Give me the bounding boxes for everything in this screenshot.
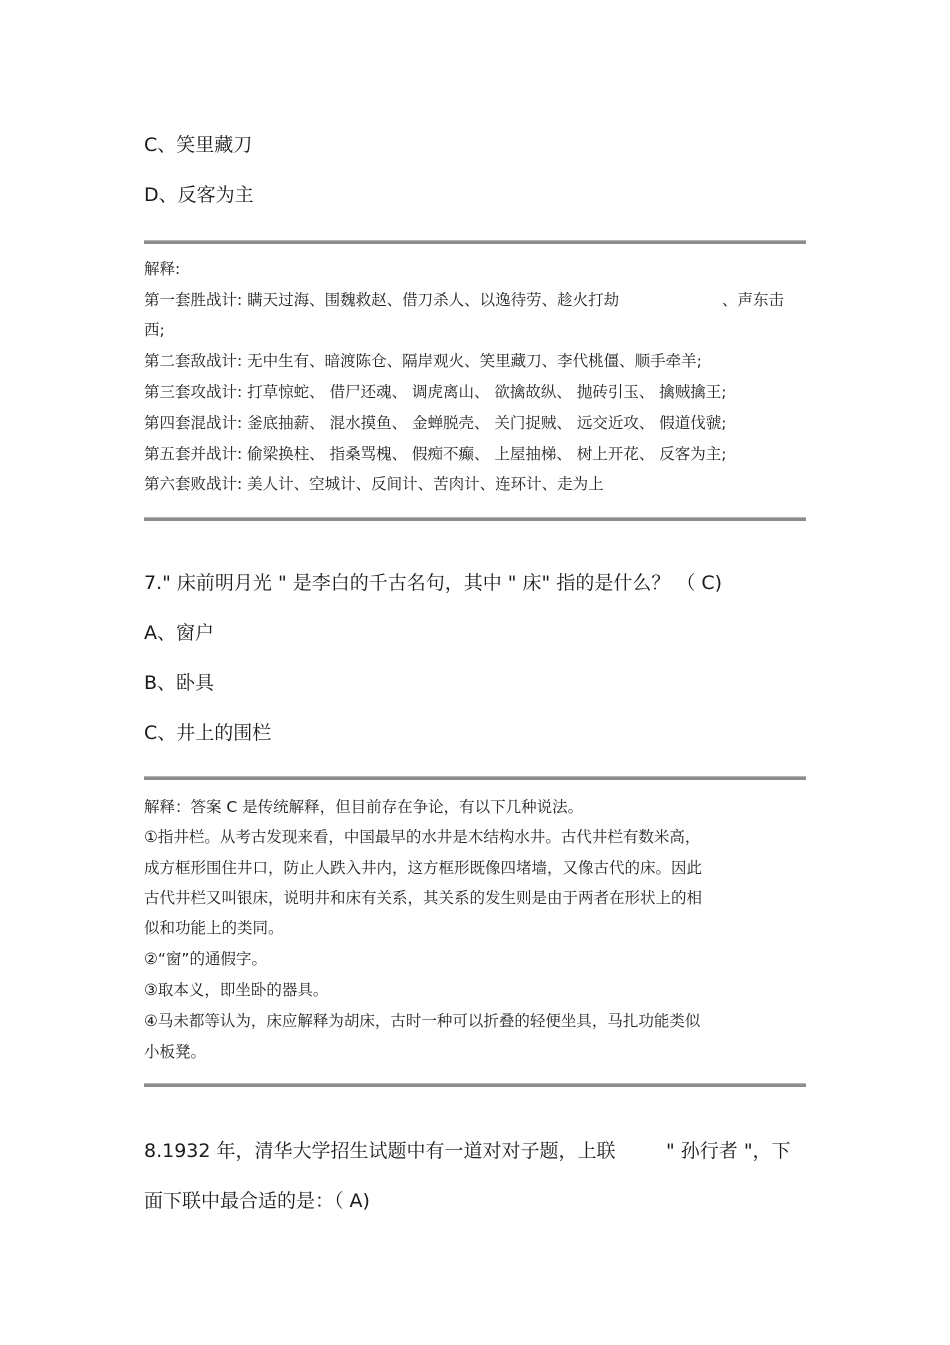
explanation-line: 第四套混战计: 釜底抽薪、 混水摸鱼、 金蝉脱壳、 关门捉贼、 远交近攻、 假道伐虢; <box>144 414 727 432</box>
option-d: D、反客为主 <box>144 184 254 206</box>
explanation-label: 解释: <box>144 260 181 278</box>
explanation-line: 古代井栏又叫银床，说明井和床有关系，其关系的发生则是由于两者在形状上的相 <box>144 889 703 907</box>
question-8-couplet: " 孙行者 "，下 <box>666 1140 791 1162</box>
explanation-line: ②“窗”的通假字。 <box>144 950 267 968</box>
option-c: C、笑里藏刀 <box>144 134 253 156</box>
explanation-line: 、声东击 <box>722 291 785 309</box>
explanation-line: 第二套敌战计: 无中生有、暗渡陈仓、隔岸观火、笑里藏刀、李代桃僵、顺手牵羊; <box>144 352 702 370</box>
question-8: 8.1932 年，清华大学招生试题中有一道对对子题，上联 <box>144 1140 616 1162</box>
question-8-line2: 面下联中最合适的是：（ A) <box>144 1190 370 1212</box>
explanation-line: 解释：答案 C 是传统解释，但目前存在争论，有以下几种说法。 <box>144 798 584 816</box>
explanation-line: ④马未都等认为，床应解释为胡床，古时一种可以折叠的轻便坐具，马扎功能类似 <box>144 1012 701 1030</box>
question-7: 7." 床前明月光 " 是李白的千古名句，其中 " 床" 指的是什么？ （ C) <box>144 572 723 594</box>
explanation-line: 第六套败战计: 美人计、空城计、反间计、苦肉计、连环计、走为上 <box>144 475 604 493</box>
option-a: A、窗户 <box>144 622 214 644</box>
option-b: B、卧具 <box>144 672 215 694</box>
option-c: C、井上的围栏 <box>144 722 272 744</box>
explanation-line: 似和功能上的类同。 <box>144 919 284 937</box>
explanation-line: 小板凳。 <box>144 1043 207 1061</box>
divider <box>144 517 806 521</box>
explanation-line: 第五套并战计: 偷梁换柱、 指桑骂槐、 假痴不癫、 上屋抽梯、 树上开花、 反客为主; <box>144 445 727 463</box>
explanation-line: ①指井栏。从考古发现来看，中国最早的水井是木结构水井。古代井栏有数米高， <box>144 828 701 846</box>
explanation-line: 西; <box>144 321 165 339</box>
divider <box>144 1083 806 1087</box>
explanation-line: 第一套胜战计: 瞒天过海、围魏救赵、借刀杀人、以逸待劳、趁火打劫 <box>144 291 620 309</box>
divider <box>144 240 806 244</box>
explanation-line: ③取本义，即坐卧的器具。 <box>144 981 329 999</box>
divider <box>144 776 806 780</box>
explanation-line: 第三套攻战计: 打草惊蛇、 借尸还魂、 调虎离山、 欲擒故纵、 抛砖引玉、 擒贼擒王; <box>144 383 727 401</box>
explanation-line: 成方框形围住井口，防止人跌入井内，这方框形既像四堵墙，又像古代的床。因此 <box>144 859 703 877</box>
